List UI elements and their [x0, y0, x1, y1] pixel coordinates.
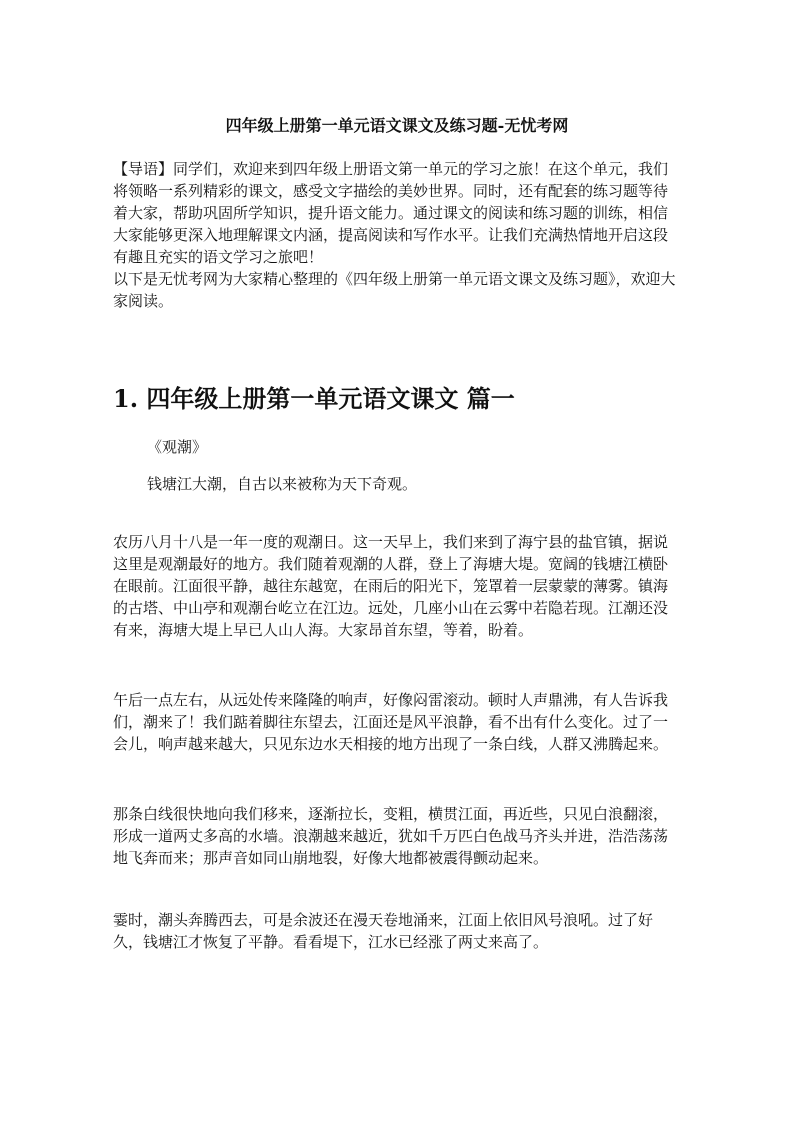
section-heading: 1. 四年级上册第一单元语文课文 篇一: [113, 384, 515, 413]
intro-section: [113, 158, 681, 312]
document-title: 四年级上册第一单元语文课文及练习题-无忧考网: [225, 116, 569, 135]
lesson-paragraph-1: 农历八月十八是一年一度的观潮日。这一天早上，我们来到了海宁县的盐官镇，据说这里是观潮最好的地方。我们随着观潮的人群，登上了海塘大堤。宽阔的钱塘江横卧在眼前。江面很平静，越往东越宽，在雨后的阳光下，笼罩着一层蒙蒙的薄雾。镇海的古塔、中山亭和观潮台屹立在江边。远处，几座小山在云雾中若隐若现。江潮还没有来，海塘大堤上早已人山人海。大家昂首东望，等着，盼着。: [113, 533, 669, 639]
lesson-title: 《观潮》: [147, 438, 208, 456]
intro-paragraph: 【导语】同学们，欢迎来到四年级上册语文第一单元的学习之旅！在这个单元，我们将领略一系列精彩的课文，感受文字描绘的美妙世界。同时，还有配套的练习题等待着大家，帮助巩固所学知识，提升语文能力。通过课文的阅读和练习题的训练，相信大家能够更深入地理解课文内涵，提高阅读和写作水平。让我们充满热情地开启这段有趣且充实的语文学习之旅吧！: [113, 160, 669, 266]
lesson-lead: 钱塘江大潮，自古以来被称为天下奇观。: [147, 475, 418, 493]
lesson-paragraph-4: 霎时，潮头奔腾西去，可是余波还在漫天卷地涌来，江面上依旧风号浪吼。过了好久，钱塘江才恢复了平静。看看堤下，江水已经涨了两丈来高了。: [113, 911, 654, 951]
intro-invitation: 以下是无忧考网为大家精心整理的《四年级上册第一单元语文课文及练习题》，欢迎大家阅读。: [113, 270, 676, 310]
lesson-paragraph-2: 午后一点左右，从远处传来隆隆的响声，好像闷雷滚动。顿时人声鼎沸，有人告诉我们，潮来了！我们踮着脚往东望去，江面还是风平浪静，看不出有什么变化。过了一会儿，响声越来越大，只见东边水天相接的地方出现了一条白线，人群又沸腾起来。: [113, 691, 669, 753]
lesson-paragraph-3: 那条白线很快地向我们移来，逐渐拉长，变粗，横贯江面，再近些，只见白浪翻滚，形成一道两丈多高的水墙。浪潮越来越近，犹如千万匹白色战马齐头并进，浩浩荡荡地飞奔而来；那声音如同山崩地裂，好像大地都被震得颤动起来。: [113, 805, 669, 867]
